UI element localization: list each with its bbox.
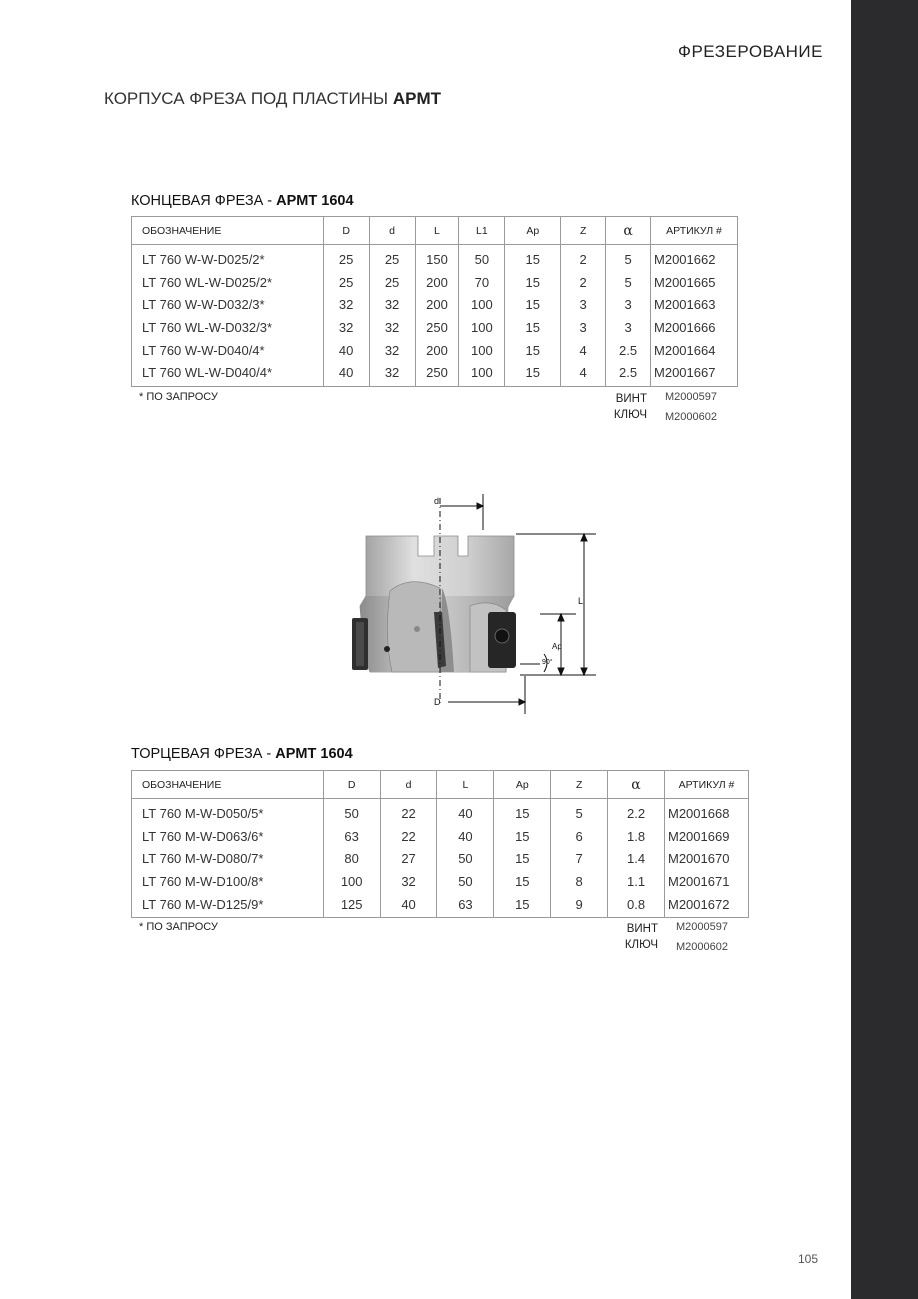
- table-cell: 32: [369, 293, 415, 316]
- column-header: АРТИКУЛ #: [651, 217, 738, 245]
- column-header: L: [437, 771, 494, 799]
- table-cell: 50: [437, 847, 494, 870]
- table-cell: LT 760 M-W-D080/7*: [132, 847, 324, 870]
- table-cell: 150: [415, 245, 459, 271]
- screw-label: ВИНТ: [626, 923, 658, 935]
- table-cell: 2.5: [606, 339, 651, 362]
- table-cell: 15: [494, 799, 551, 825]
- screw-code: M2000597: [665, 391, 717, 403]
- table-cell: LT 760 W-W-D040/4*: [132, 339, 324, 362]
- column-header: α: [606, 217, 651, 245]
- label-L: L: [578, 596, 584, 606]
- table-row: [132, 847, 749, 870]
- table-cell: 15: [505, 316, 561, 339]
- label-angle: 90°: [542, 659, 553, 666]
- table-cell: 32: [369, 316, 415, 339]
- table-row: [132, 316, 738, 339]
- table-cell: LT 760 WL-W-D032/3*: [132, 316, 324, 339]
- table-cell: 5: [551, 799, 608, 825]
- face-mill-title-text: ТОРЦЕВАЯ ФРЕЗА -: [131, 746, 276, 762]
- table-cell: 32: [323, 293, 369, 316]
- key-label: КЛЮЧ: [624, 939, 658, 951]
- table-cell: 25: [369, 245, 415, 271]
- table-cell: 63: [437, 893, 494, 918]
- cutter-body: [352, 536, 516, 672]
- key-label: КЛЮЧ: [613, 409, 647, 421]
- table-cell: 100: [459, 293, 505, 316]
- label-D: D: [434, 697, 441, 707]
- screw-label: ВИНТ: [615, 393, 647, 405]
- column-header: L: [415, 217, 459, 245]
- table-cell: M2001671: [664, 870, 748, 893]
- table-cell: M2001670: [664, 847, 748, 870]
- on-request-note: * ПО ЗАПРОСУ: [139, 921, 218, 933]
- table-header-row: [132, 217, 738, 245]
- table-cell: 15: [505, 245, 561, 271]
- column-header: d: [380, 771, 437, 799]
- column-header: Z: [561, 217, 606, 245]
- table-cell: 100: [323, 870, 380, 893]
- table-cell: 15: [505, 271, 561, 294]
- face-mill-table: [131, 770, 749, 918]
- table-cell: LT 760 WL-W-D040/4*: [132, 361, 324, 386]
- table-cell: 40: [380, 893, 437, 918]
- table-cell: 70: [459, 271, 505, 294]
- table-cell: 7: [551, 847, 608, 870]
- table-cell: 22: [380, 825, 437, 848]
- table-cell: 25: [323, 245, 369, 271]
- page-title: [104, 89, 441, 109]
- page-number: 105: [798, 1252, 819, 1266]
- table-cell: 5: [606, 245, 651, 271]
- table-row: [132, 825, 749, 848]
- dark-side-strip: [851, 0, 918, 1299]
- end-mill-table: [131, 216, 738, 387]
- end-mill-title: [131, 193, 354, 209]
- page-title-bold: APMT: [392, 89, 442, 108]
- table-cell: 125: [323, 893, 380, 918]
- table-cell: M2001666: [651, 316, 738, 339]
- table-cell: 50: [323, 799, 380, 825]
- table-cell: 15: [494, 847, 551, 870]
- table-cell: 9: [551, 893, 608, 918]
- table-cell: 200: [415, 271, 459, 294]
- table-cell: 4: [561, 339, 606, 362]
- table-cell: LT 760 M-W-D050/5*: [132, 799, 324, 825]
- table-cell: 25: [323, 271, 369, 294]
- table-cell: 50: [459, 245, 505, 271]
- table-cell: M2001662: [651, 245, 738, 271]
- screw-code: M2000597: [676, 921, 728, 933]
- table-cell: 32: [380, 870, 437, 893]
- table-cell: LT 760 W-W-D032/3*: [132, 293, 324, 316]
- table-cell: 3: [606, 316, 651, 339]
- table-cell: 100: [459, 316, 505, 339]
- table-cell: 40: [323, 361, 369, 386]
- table-row: [132, 271, 738, 294]
- table-cell: 200: [415, 293, 459, 316]
- table-cell: 6: [551, 825, 608, 848]
- table-cell: LT 760 M-W-D125/9*: [132, 893, 324, 918]
- table-cell: M2001669: [664, 825, 748, 848]
- table-cell: 15: [505, 293, 561, 316]
- table-cell: 40: [323, 339, 369, 362]
- column-header: D: [323, 217, 369, 245]
- table-cell: M2001667: [651, 361, 738, 386]
- table-cell: 32: [369, 361, 415, 386]
- table-cell: 100: [459, 361, 505, 386]
- table-cell: LT 760 M-W-D063/6*: [132, 825, 324, 848]
- table-row: [132, 245, 738, 271]
- column-header: α: [608, 771, 665, 799]
- table-cell: 0.8: [608, 893, 665, 918]
- table-cell: 15: [494, 825, 551, 848]
- end-mill-title-bold: APMT 1604: [276, 193, 354, 209]
- column-header: ОБОЗНАЧЕНИЕ: [132, 771, 324, 799]
- table-cell: M2001672: [664, 893, 748, 918]
- label-Ap: Ap: [552, 642, 562, 651]
- label-d: d: [434, 496, 440, 506]
- column-header: ОБОЗНАЧЕНИЕ: [132, 217, 324, 245]
- table-cell: 250: [415, 316, 459, 339]
- key-code: M2000602: [665, 411, 717, 423]
- column-header: Z: [551, 771, 608, 799]
- table-cell: 5: [606, 271, 651, 294]
- table-cell: 1.1: [608, 870, 665, 893]
- table-cell: LT 760 WL-W-D025/2*: [132, 271, 324, 294]
- table-cell: 2: [561, 245, 606, 271]
- table-cell: 15: [494, 893, 551, 918]
- table-row: [132, 893, 749, 918]
- table-cell: 63: [323, 825, 380, 848]
- table-cell: 15: [505, 339, 561, 362]
- table-cell: LT 760 W-W-D025/2*: [132, 245, 324, 271]
- table-cell: 200: [415, 339, 459, 362]
- table-cell: LT 760 M-W-D100/8*: [132, 870, 324, 893]
- cutter-drawing: [330, 486, 610, 716]
- table-row: [132, 799, 749, 825]
- table-cell: 80: [323, 847, 380, 870]
- key-code: M2000602: [676, 941, 728, 953]
- face-mill-title: [131, 746, 353, 762]
- table-cell: 25: [369, 271, 415, 294]
- section-title: ФРЕЗЕРОВАНИЕ: [678, 42, 823, 61]
- table-row: [132, 361, 738, 386]
- column-header: L1: [459, 217, 505, 245]
- table-cell: 40: [437, 799, 494, 825]
- face-mill-title-bold: APMT 1604: [275, 746, 353, 762]
- on-request-note: * ПО ЗАПРОСУ: [139, 391, 218, 403]
- column-header: Ap: [505, 217, 561, 245]
- table-cell: 3: [606, 293, 651, 316]
- table-cell: 3: [561, 316, 606, 339]
- table-cell: 40: [437, 825, 494, 848]
- table-cell: 4: [561, 361, 606, 386]
- table-cell: 1.8: [608, 825, 665, 848]
- table-cell: 27: [380, 847, 437, 870]
- table-cell: 2.5: [606, 361, 651, 386]
- table-row: [132, 293, 738, 316]
- column-header: d: [369, 217, 415, 245]
- table-cell: 32: [369, 339, 415, 362]
- table-cell: 2.2: [608, 799, 665, 825]
- table-cell: M2001664: [651, 339, 738, 362]
- table-cell: M2001668: [664, 799, 748, 825]
- table-cell: 1.4: [608, 847, 665, 870]
- table-row: [132, 339, 738, 362]
- table-cell: 50: [437, 870, 494, 893]
- column-header: Ap: [494, 771, 551, 799]
- table-cell: 2: [561, 271, 606, 294]
- table-cell: 3: [561, 293, 606, 316]
- column-header: D: [323, 771, 380, 799]
- table-cell: 8: [551, 870, 608, 893]
- table-cell: 15: [505, 361, 561, 386]
- table-cell: 32: [323, 316, 369, 339]
- column-header: АРТИКУЛ #: [664, 771, 748, 799]
- table-cell: 250: [415, 361, 459, 386]
- table-cell: 22: [380, 799, 437, 825]
- table-cell: M2001665: [651, 271, 738, 294]
- end-mill-title-text: КОНЦЕВАЯ ФРЕЗА -: [131, 193, 277, 209]
- table-header-row: [132, 771, 749, 799]
- table-cell: 15: [494, 870, 551, 893]
- table-cell: 100: [459, 339, 505, 362]
- table-cell: M2001663: [651, 293, 738, 316]
- page-title-text: КОРПУСА ФРЕЗА ПОД ПЛАСТИНЫ: [104, 89, 389, 108]
- table-row: [132, 870, 749, 893]
